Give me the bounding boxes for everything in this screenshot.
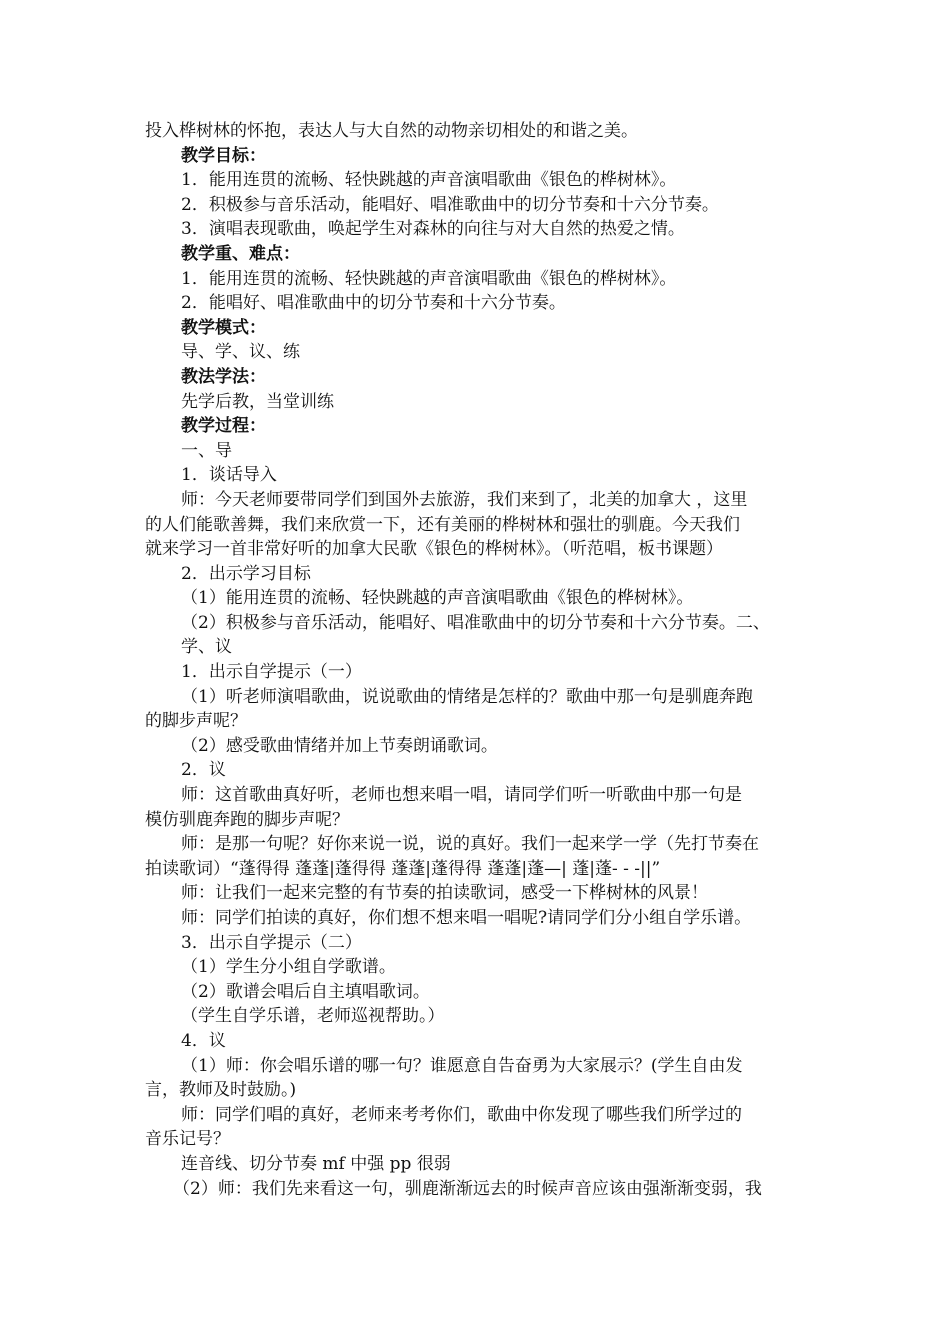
text-line: 1．能用连贯的流畅、轻快跳越的声音演唱歌曲《银色的桦树林》。 bbox=[181, 268, 677, 289]
section-heading: 教学目标： bbox=[181, 145, 266, 166]
text-line: （2）歌谱会唱后自主填唱歌词。 bbox=[181, 981, 430, 1002]
text-line: 2．积极参与音乐活动，能唱好、唱准歌曲中的切分节奏和十六分节奏。 bbox=[181, 194, 719, 215]
text-line: 音乐记号？ bbox=[145, 1129, 230, 1150]
text-line: 先学后教，当堂训练 bbox=[181, 391, 334, 412]
text-line: 4．议 bbox=[181, 1030, 226, 1051]
text-line: （1）听老师演唱歌曲，说说歌曲的情绪是怎样的？歌曲中那一句是驯鹿奔跑 bbox=[181, 686, 753, 707]
text-line: （1）师：你会唱乐谱的哪一句？谁愿意自告奋勇为大家展示？(学生自由发 bbox=[181, 1055, 743, 1076]
text-line: （2）积极参与音乐活动，能唱好、唱准歌曲中的切分节奏和十六分节奏。二、 bbox=[181, 612, 770, 633]
text-line: （学生自学乐谱，老师巡视帮助。） bbox=[181, 1006, 445, 1027]
text-line: （2）感受歌曲情绪并加上节奏朗诵歌词。 bbox=[181, 735, 498, 756]
text-line: 师：同学们唱的真好，老师来考考你们，歌曲中你发现了哪些我们所学过的 bbox=[181, 1104, 742, 1125]
text-line: 2．议 bbox=[181, 760, 226, 781]
text-line: （1）能用连贯的流畅、轻快跳越的声音演唱歌曲《银色的桦树林》。 bbox=[181, 588, 694, 609]
section-heading: 教学过程： bbox=[181, 416, 266, 437]
text-line: 1．能用连贯的流畅、轻快跳越的声音演唱歌曲《银色的桦树林》。 bbox=[181, 170, 677, 191]
text-line: 的人们能歌善舞，我们来欣赏一下，还有美丽的桦树林和强壮的驯鹿。今天我们 bbox=[145, 514, 740, 535]
text-line: 3．演唱表现歌曲，唤起学生对森林的向往与对大自然的热爱之情。 bbox=[181, 219, 685, 240]
text-line: 3．出示自学提示（二） bbox=[181, 932, 362, 953]
text-line: 一、导 bbox=[181, 440, 232, 461]
text-line: 2．出示学习目标 bbox=[181, 563, 311, 584]
section-heading: 教法学法： bbox=[181, 366, 266, 387]
text-line: 言，教师及时鼓励。) bbox=[145, 1080, 297, 1101]
text-line: （1）学生分小组自学歌谱。 bbox=[181, 957, 396, 978]
text-line: （2）师：我们先来看这一句，驯鹿渐渐远去的时候声音应该由强渐渐变弱，我 bbox=[173, 1178, 762, 1199]
text-line: 师：这首歌曲真好听，老师也想来唱一唱，请同学们听一听歌曲中那一句是 bbox=[181, 785, 742, 806]
text-line: 导、学、议、练 bbox=[181, 342, 300, 363]
text-line: 投入桦树林的怀抱，表达人与大自然的动物亲切相处的和谐之美。 bbox=[145, 121, 638, 141]
text-line: 师：让我们一起来完整的有节奏的拍读歌词，感受一下桦树林的风景！ bbox=[181, 883, 708, 904]
section-heading: 教学重、难点： bbox=[181, 243, 300, 264]
section-heading: 教学模式： bbox=[181, 317, 266, 338]
text-line: 就来学习一首非常好听的加拿大民歌《银色的桦树林》。（听范唱，板书课题） bbox=[145, 539, 723, 560]
text-line: 拍读歌词）“蓬得得 蓬蓬|蓬得得 蓬蓬|蓬得得 蓬蓬|蓬—| 蓬|蓬- - -||” bbox=[145, 858, 661, 879]
text-line: 模仿驯鹿奔跑的脚步声呢？ bbox=[145, 809, 349, 830]
text-line: 的脚步声呢？ bbox=[145, 711, 247, 732]
text-line: 师：是那一句呢？好你来说一说，说的真好。我们一起来学一学（先打节奏在 bbox=[181, 834, 759, 855]
text-line: 2．能唱好、唱准歌曲中的切分节奏和十六分节奏。 bbox=[181, 293, 566, 314]
text-line: 学、议 bbox=[181, 637, 232, 658]
text-line: 连音线、切分节奏 mf 中强 pp 很弱 bbox=[181, 1153, 451, 1174]
text-line: 师：同学们拍读的真好，你们想不想来唱一唱呢?请同学们分小组自学乐谱。 bbox=[181, 908, 752, 928]
text-line: 师：今天老师要带同学们到国外去旅游，我们来到了，北美的加拿大 ，这里 bbox=[181, 489, 748, 510]
text-line: 1．谈话导入 bbox=[181, 465, 277, 486]
text-line: 1．出示自学提示（一） bbox=[181, 662, 362, 683]
